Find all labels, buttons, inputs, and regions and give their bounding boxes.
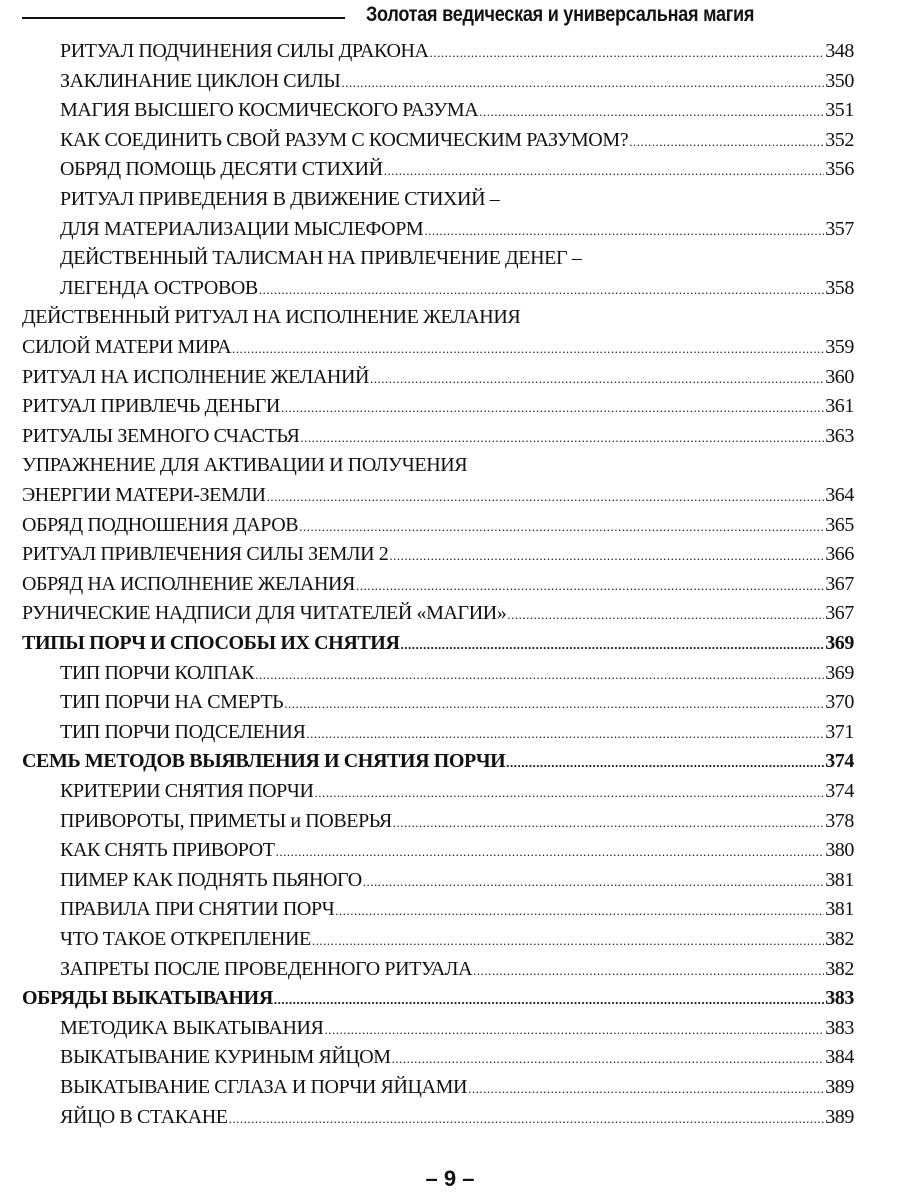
toc-entry [60,99,854,129]
toc-entry [60,1106,854,1136]
toc-entry-title: ЛЕГЕНДА ОСТРОВОВ [60,276,258,299]
toc-entry-title: ТИП ПОРЧИ КОЛПАК [60,661,255,684]
dot-leader [299,519,824,535]
toc-entry-title: РИТУАЛ ПРИВЕДЕНИЯ В ДВИЖЕНИЕ СТИХИЙ – [60,188,500,210]
toc-entry-page: 389 [825,1076,854,1098]
dot-leader [325,1022,825,1038]
header-rule [22,17,345,19]
toc-entry-title: СЕМЬ МЕТОДОВ ВЫЯВЛЕНИЯ И СНЯТИЯ ПОРЧИ [22,750,506,773]
toc-entry-page: 381 [825,868,854,891]
dot-leader [276,844,825,860]
toc-entry-title: КРИТЕРИИ СНЯТИЯ ПОРЧИ [60,780,314,802]
toc-entry-title: ЗАПРЕТЫ ПОСЛЕ ПРОВЕДЕННОГО РИТУАЛА [60,957,473,980]
toc-entry [60,810,854,840]
toc-entry-title: РИТУАЛ НА ИСПОЛНЕНИЕ ЖЕЛАНИЙ [22,365,370,388]
toc-entry-title: ТИПЫ ПОРЧ И СПОСОБЫ ИХ СНЯТИЯ [22,632,400,654]
dot-leader [392,1051,825,1067]
toc-entry-page: 360 [825,365,854,388]
toc-entry-page: 351 [825,99,854,122]
toc-entry [60,691,854,721]
toc-entry [60,662,854,692]
dot-leader [507,607,824,623]
toc-entry [60,839,854,869]
toc-entry-title: ЭНЕРГИИ МАТЕРИ-ЗЕМЛИ [22,484,266,506]
toc-entry [60,158,854,188]
toc-entry-page: 364 [825,484,854,506]
toc-entry-title: ОБРЯД ПОМОЩЬ ДЕСЯТИ СТИХИЙ [60,158,383,181]
toc-entry-title: ВЫКАТЫВАНИЕ СГЛАЗА И ПОРЧИ ЯЙЦАМИ [60,1076,468,1098]
running-header-title: Золотая ведическая и универсальная магия [366,3,755,26]
toc-entry [22,573,854,603]
toc-entry [60,780,854,810]
toc-entry-page: 371 [825,720,854,743]
dot-leader [424,223,824,239]
toc-entry-page: 382 [825,928,854,950]
toc-entry-page: 366 [825,543,854,566]
toc-entry-page: 356 [825,158,854,181]
toc-entry-title: ПРИВОРОТЫ, ПРИМЕТЫ и ПОВЕРЬЯ [60,809,392,832]
dot-leader [393,815,824,831]
toc-entry-title: ЗАКЛИНАНИЕ ЦИКЛОН СИЛЫ [60,69,341,92]
dot-leader [506,755,824,771]
toc-entry-page: 357 [825,217,854,240]
toc-entry-title: УПРАЖНЕНИЕ ДЛЯ АКТИВАЦИИ И ПОЛУЧЕНИЯ [22,454,468,477]
toc-section-entry [22,987,854,1017]
toc-entry [22,336,854,366]
toc-entry-page: 378 [825,809,854,832]
dot-leader [370,371,824,387]
dot-leader [335,903,824,919]
toc-entry-title: ТИП ПОРЧИ НА СМЕРТЬ [60,691,284,714]
dot-leader [281,400,824,416]
toc-entry-title: ВЫКАТЫВАНИЕ КУРИНЫМ ЯЙЦОМ [60,1046,391,1069]
toc-entry-title: КАК СНЯТЬ ПРИВОРОТ [60,839,275,862]
dot-leader [284,696,824,712]
toc-entry-title: ДЕЙСТВЕННЫЙ ТАЛИСМАН НА ПРИВЛЕЧЕНИЕ ДЕНЕГ – [60,247,582,270]
toc-entry-page: 383 [825,1016,854,1039]
toc-entry [60,277,854,307]
toc-entry-title: ОБРЯД НА ИСПОЛНЕНИЕ ЖЕЛАНИЯ [22,572,355,595]
dot-leader [312,933,824,949]
dot-leader [629,134,824,150]
toc-entry-title: КАК СОЕДИНИТЬ СВОЙ РАЗУМ С КОСМИЧЕСКИМ РАЗУМОМ? [60,128,629,151]
toc-entry [22,514,854,544]
toc-entry [22,366,854,396]
toc-entry-page: 361 [825,395,854,418]
toc-entry-page: 367 [825,572,854,595]
dot-leader [300,430,824,446]
toc-entry-page: 359 [825,336,854,358]
toc-entry [60,1017,854,1047]
toc-entry-title: РИТУАЛЫ ЗЕМНОГО СЧАСТЬЯ [22,424,300,447]
dot-leader [274,992,824,1008]
dot-leader [479,104,824,120]
dot-leader [389,548,824,564]
toc-entry-title: ДЛЯ МАТЕРИАЛИЗАЦИИ МЫСЛЕФОРМ [60,217,424,240]
toc-entry-page: 369 [825,632,854,654]
toc-entry-page: 374 [825,750,854,773]
toc-entry [22,484,854,514]
dot-leader [255,667,824,683]
toc-entry [22,395,854,425]
toc-entry-title: РИТУАЛ ПРИВЛЕЧЬ ДЕНЬГИ [22,395,280,418]
dot-leader [267,489,825,505]
toc-entry-title: ДЕЙСТВЕННЫЙ РИТУАЛ НА ИСПОЛНЕНИЕ ЖЕЛАНИЯ [22,306,521,329]
toc-entry-page: 352 [825,128,854,151]
toc-entry-page: 370 [825,691,854,714]
toc-entry-page: 380 [825,839,854,862]
toc-entry-page: 367 [825,602,854,625]
dot-leader [356,578,824,594]
toc-entry-title: ПИМЕР КАК ПОДНЯТЬ ПЬЯНОГО [60,868,362,891]
toc-entry [60,40,854,70]
toc-entry-title: МАГИЯ ВЫСШЕГО КОСМИЧЕСКОГО РАЗУМА [60,99,479,122]
toc-entry-title: ЧТО ТАКОЕ ОТКРЕПЛЕНИЕ [60,928,311,950]
toc-section-entry [22,632,854,662]
toc-entry [60,869,854,899]
toc-entry-page: 365 [825,513,854,536]
toc-entry-page: 381 [825,898,854,921]
toc-entry [60,129,854,159]
dot-leader [341,75,824,91]
toc-entry-page: 350 [825,69,854,92]
toc-entry [60,1046,854,1076]
dot-leader [384,163,825,179]
dot-leader [468,1081,824,1097]
dot-leader [315,785,825,801]
toc-entry [22,306,854,336]
dot-leader [232,341,824,357]
toc-entry [60,898,854,928]
toc-entry-page: 382 [825,957,854,980]
toc-entry-page: 369 [825,661,854,684]
toc-entry [60,958,854,988]
toc-entry-page: 358 [825,276,854,299]
dot-leader [306,726,824,742]
toc-entry-title: СИЛОЙ МАТЕРИ МИРА [22,336,232,358]
toc-entry-title: РУНИЧЕСКИЕ НАДПИСИ ДЛЯ ЧИТАТЕЛЕЙ «МАГИИ» [22,602,507,625]
toc-entry-title: ЯЙЦО В СТАКАНЕ [60,1105,228,1128]
toc-entry [60,247,854,277]
toc-entry [60,928,854,958]
toc-entry-title: МЕТОДИКА ВЫКАТЫВАНИЯ [60,1016,324,1039]
toc-entry [22,425,854,455]
dot-leader [229,1111,825,1127]
toc-entry-page: 389 [825,1105,854,1128]
dot-leader [259,282,824,298]
dot-leader [401,637,825,653]
page-number: – 9 – [425,1166,475,1191]
toc-entry [22,543,854,573]
toc-entry-title: ПРАВИЛА ПРИ СНЯТИИ ПОРЧ [60,898,335,921]
toc-entry [60,218,854,248]
toc-entry-page: 363 [825,424,854,447]
toc-entry [22,454,854,484]
dot-leader [473,963,824,979]
toc-entry [60,721,854,751]
toc-entry [22,602,854,632]
toc-entry-title: ОБРЯДЫ ВЫКАТЫВАНИЯ [22,987,273,1010]
toc-entry [60,1076,854,1106]
toc-entry-title: РИТУАЛ ПРИВЛЕЧЕНИЯ СИЛЫ ЗЕМЛИ 2 [22,543,389,566]
toc-entry-title: ОБРЯД ПОДНОШЕНИЯ ДАРОВ [22,513,299,536]
toc-entry-page: 374 [825,780,854,802]
toc-entry [60,188,854,218]
toc-entry-title: ТИП ПОРЧИ ПОДСЕЛЕНИЯ [60,720,306,743]
toc-entry-page: 383 [825,987,854,1010]
toc-entry [60,70,854,100]
toc-entry-page: 384 [825,1046,854,1069]
toc-entry-page: 348 [825,40,854,62]
dot-leader [363,874,824,890]
toc-section-entry [22,750,854,780]
toc-entry-title: РИТУАЛ ПОДЧИНЕНИЯ СИЛЫ ДРАКОНА [60,40,429,62]
dot-leader [430,45,825,61]
